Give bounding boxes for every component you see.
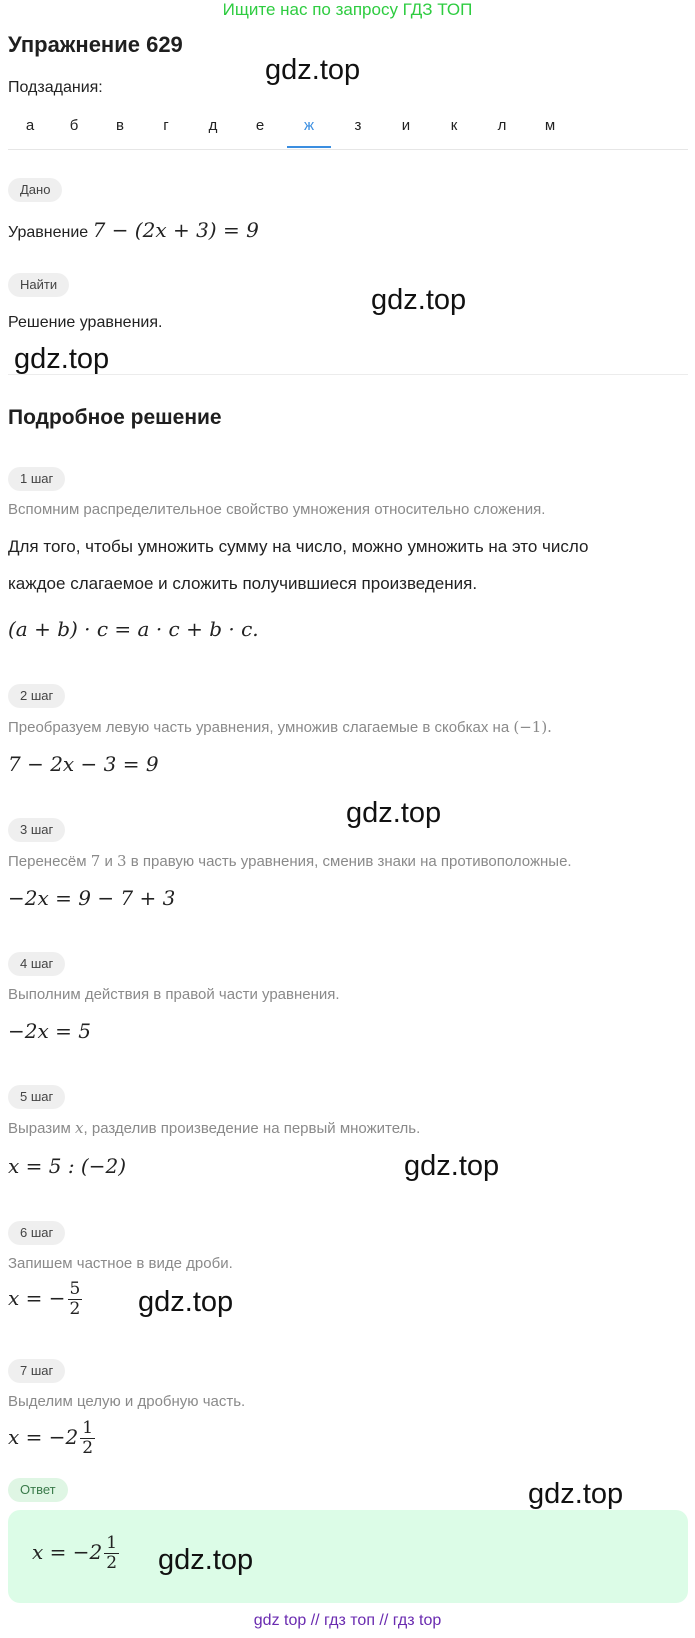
tab-m[interactable]: м [544, 117, 556, 134]
step-3-hint-a: Перенесём [8, 853, 87, 870]
divider [8, 374, 688, 375]
step-6-numerator: 5 [69, 1279, 81, 1299]
step-7-formula-prefix: x = −2 [8, 1425, 79, 1449]
tab-e[interactable]: е [255, 117, 265, 134]
step-3-hint-m1: 7 [90, 852, 101, 870]
tab-l[interactable]: л [497, 117, 507, 134]
step-4-hint: Выполним действия в правой части уравнения. [8, 986, 340, 1003]
step-6-fraction [68, 1280, 83, 1319]
watermark: gdz.top [14, 343, 110, 375]
step-3-hint-m2: 3 [117, 852, 127, 870]
watermark: gdz.top [265, 54, 361, 86]
subtask-tabs [8, 115, 688, 150]
step-1-line2: каждое слагаемое и сложить получившиеся произведения. [8, 574, 478, 593]
step-1-hint: Вспомним распределительное свойство умножения относительно сложения. [8, 501, 546, 518]
footer-links[interactable]: gdz top // гдз топ // гдз top [253, 1612, 442, 1629]
step-5-badge: 5 шаг [8, 1085, 65, 1109]
step-6-denominator: 2 [69, 1299, 81, 1319]
tab-i[interactable]: и [401, 117, 411, 134]
step-3-hint [8, 852, 572, 870]
step-6-badge: 6 шаг [8, 1221, 65, 1245]
step-7-hint: Выделим целую и дробную часть. [8, 1393, 246, 1410]
step-7-denominator: 2 [82, 1438, 94, 1458]
step-1-formula: (a + b) · c = a · c + b · c. [8, 617, 259, 641]
subtasks-label: Подзадания: [8, 79, 103, 96]
step-6-hint: Запишем частное в виде дроби. [8, 1255, 233, 1272]
search-banner: Ищите нас по запросу ГДЗ ТОП [222, 0, 473, 19]
step-2-hint-math: (−1). [513, 718, 552, 736]
tab-zh[interactable]: ж [287, 115, 331, 148]
answer-prefix: x = −2 [32, 1540, 103, 1564]
watermark: gdz.top [404, 1150, 500, 1182]
step-2-formula: 7 − 2x − 3 = 9 [8, 752, 159, 776]
watermark: gdz.top [528, 1478, 624, 1510]
answer-numerator: 1 [106, 1533, 118, 1553]
step-3-formula: −2x = 9 − 7 + 3 [8, 886, 176, 910]
step-5-hint-b: , разделив произведение на первый множитель. [83, 1120, 421, 1137]
step-5-hint-m: x [75, 1119, 84, 1137]
find-badge: Найти [8, 273, 69, 297]
answer-denominator: 2 [106, 1553, 118, 1573]
solution-title: Подробное решение [8, 406, 222, 429]
step-2-badge: 2 шаг [8, 684, 65, 708]
given-text [8, 218, 259, 242]
page-title: Упражнение 629 [8, 32, 183, 57]
tab-g[interactable]: г [163, 117, 169, 134]
tab-b[interactable]: б [69, 117, 79, 134]
step-5-hint-a: Выразим [8, 1120, 71, 1137]
answer-formula [32, 1534, 119, 1573]
answer-fraction [104, 1534, 119, 1573]
watermark: gdz.top [371, 284, 467, 316]
step-6-formula [8, 1280, 82, 1319]
given-prefix: Уравнение [8, 224, 89, 241]
given-badge: Дано [8, 178, 62, 202]
step-3-badge: 3 шаг [8, 818, 65, 842]
step-1-badge: 1 шаг [8, 467, 65, 491]
tab-k[interactable]: к [450, 117, 458, 134]
step-4-badge: 4 шаг [8, 952, 65, 976]
step-6-formula-prefix: x = − [8, 1286, 66, 1310]
step-7-badge: 7 шаг [8, 1359, 65, 1383]
step-3-hint-b: и [104, 853, 113, 870]
tab-d[interactable]: д [208, 117, 218, 134]
step-5-hint [8, 1119, 420, 1137]
find-text: Решение уравнения. [8, 314, 163, 331]
tab-a[interactable]: а [25, 117, 35, 134]
step-7-numerator: 1 [82, 1418, 94, 1438]
step-2-hint-text: Преобразуем левую часть уравнения, умножив слагаемые в скобках на [8, 719, 510, 736]
answer-badge: Ответ [8, 1478, 68, 1502]
step-4-formula: −2x = 5 [8, 1019, 91, 1043]
watermark: gdz.top [158, 1544, 254, 1576]
tab-v[interactable]: в [116, 117, 124, 134]
step-7-formula [8, 1419, 95, 1458]
step-1-line1: Для того, чтобы умножить сумму на число, можно умножить на это число [8, 537, 589, 556]
step-7-fraction [80, 1419, 95, 1458]
step-3-hint-c: в правую часть уравнения, сменив знаки на противоположные. [130, 853, 572, 870]
step-2-hint [8, 718, 552, 736]
watermark: gdz.top [138, 1286, 234, 1318]
step-5-formula: x = 5 : (−2) [8, 1154, 127, 1178]
watermark: gdz.top [346, 797, 442, 829]
tab-z[interactable]: з [354, 117, 362, 134]
given-equation: 7 − (2x + 3) = 9 [92, 218, 259, 242]
